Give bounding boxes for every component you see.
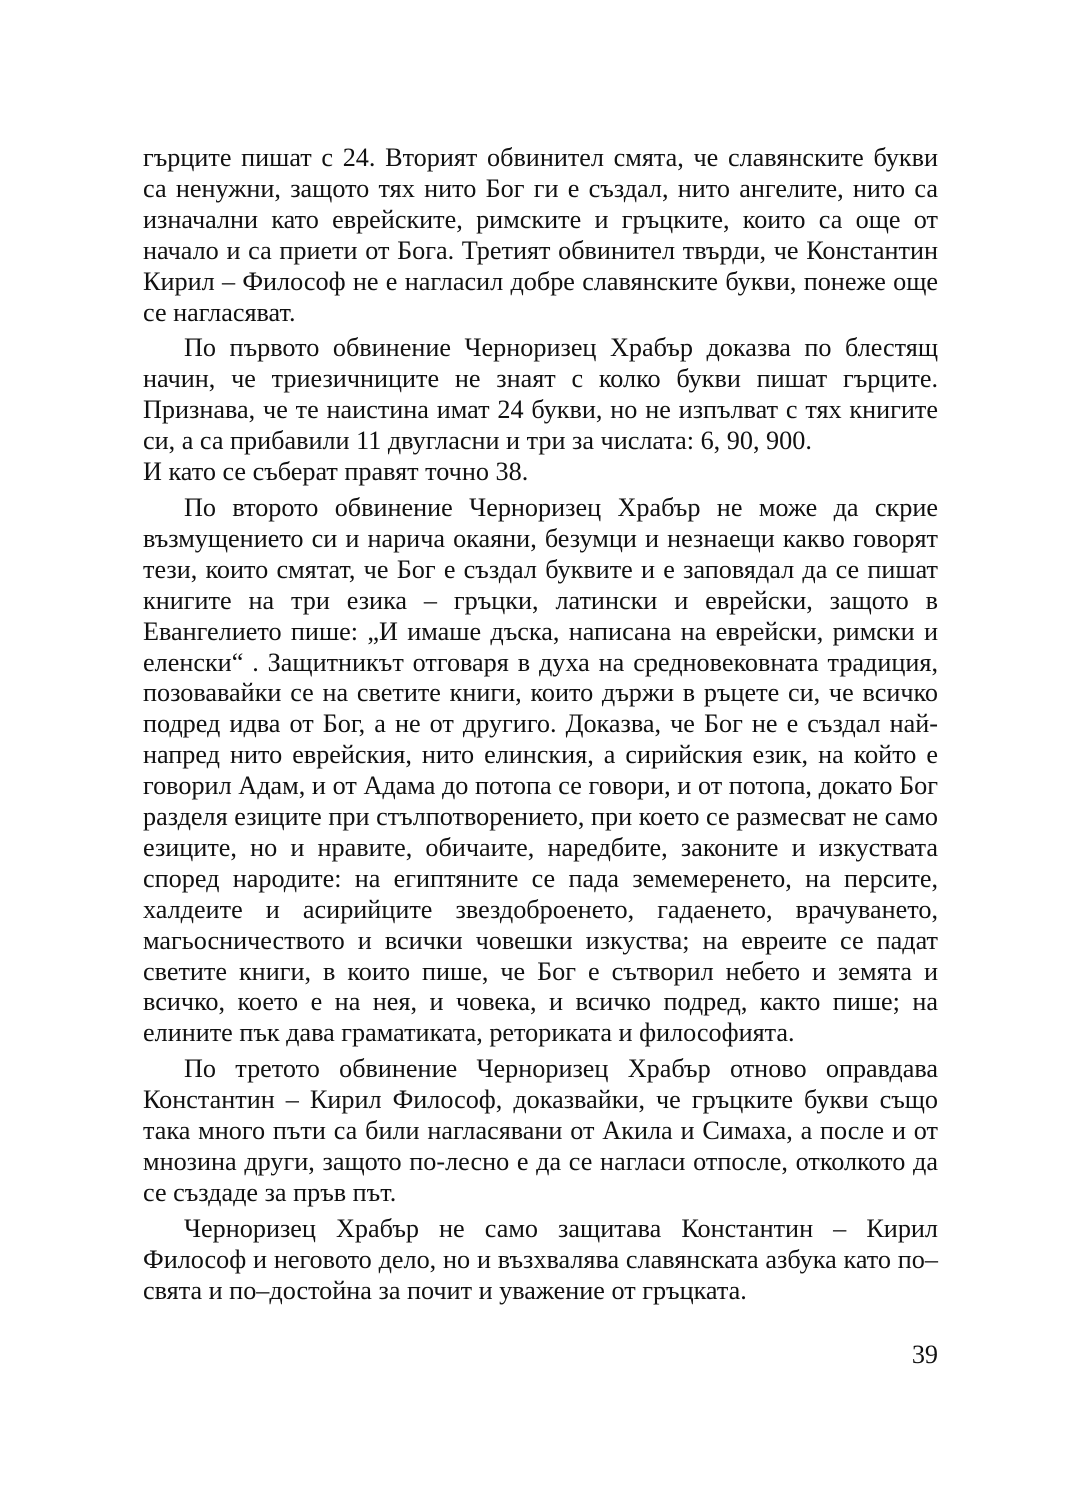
paragraph-4: По второто обвинение Черноризец Храбър не може да скрие възмущението си и нарича окаяни, безумци и незнаещи какво говорят тези, които смятат, че Бог е създал буквите и е заповядал да се пишат книгите на три езика – гръцки, латински и еврейски, защото в Евангелието пише: „И имаше дъска, написана на еврейски, римски и еленски“ . Защитникът отговаря в духа на средновековната традиция, позовавайки се на светите книги, които държи в ръцете си, че всичко подред идва от Бог, а не от другиго. Доказва, че Бог не е създал най-напред нито еврейския, нито елинския, а сирийския език, на който е говорил Адам, и от Адама до потопа се говори, и от потопа, докато Бог разделя езиците при стълпотворението, при което се размесват не само езиците, но и нравите, обичаите, наредбите, законите и изкуствата според народите: на египтяните се пада земемеренето, на персите, халдеите и асирийците звездоброенето, гадаенето, врачуването, магьосничеството и всички човешки изкуства; на евреите се падат светите книги, в които пише, че Бог е сътворил небето и земята и всичко, което е на нея, и човека, и всичко подред, както пише; на елините пък дава граматиката, реториката и философията. bbox=[143, 492, 938, 1048]
paragraph-3: И като се съберат правят точно 38. bbox=[143, 457, 529, 487]
paragraph-5: По третото обвинение Черноризец Храбър отново оправдава Константин – Кирил Философ, доказвайки, че гръцките букви също така много пъти са били нагласявани от Акила и Симаха, а после и от мнозина други, защото по-лесно е да се нагласи отпосле, отколкото да се създаде за пръв път. bbox=[143, 1054, 938, 1207]
page-body bbox=[143, 143, 938, 1307]
paragraph-6: Черноризец Храбър не само защитава Константин – Кирил Философ и неговото дело, но и възхвалява славянската азбука като по–свята и по–достойна за почит и уважение от гръцката. bbox=[143, 1213, 938, 1305]
paragraph-1: гърците пишат с 24. Вторият обвинител смята, че славянските букви са ненужни, защото тях нито Бог ги е създал, нито ангелите, нито са изначални като еврейските, римските и гръцките, които са още от начало и са приети от Бога. Третият обвинител твърди, че Константин Кирил – Философ не е нагласил добре славянските букви, понеже още се нагласяват. bbox=[143, 143, 938, 327]
paragraph-2: По първото обвинение Черноризец Храбър доказва по блестящ начин, че триезичниците не знаят с колко букви пишат гърците. Признава, че те наистина имат 24 букви, но не изпълват с тях книгите си, а са прибавили 11 двугласни и три за числата: 6, 90, 900. bbox=[143, 333, 938, 456]
page-number: 39 bbox=[911, 1340, 938, 1369]
